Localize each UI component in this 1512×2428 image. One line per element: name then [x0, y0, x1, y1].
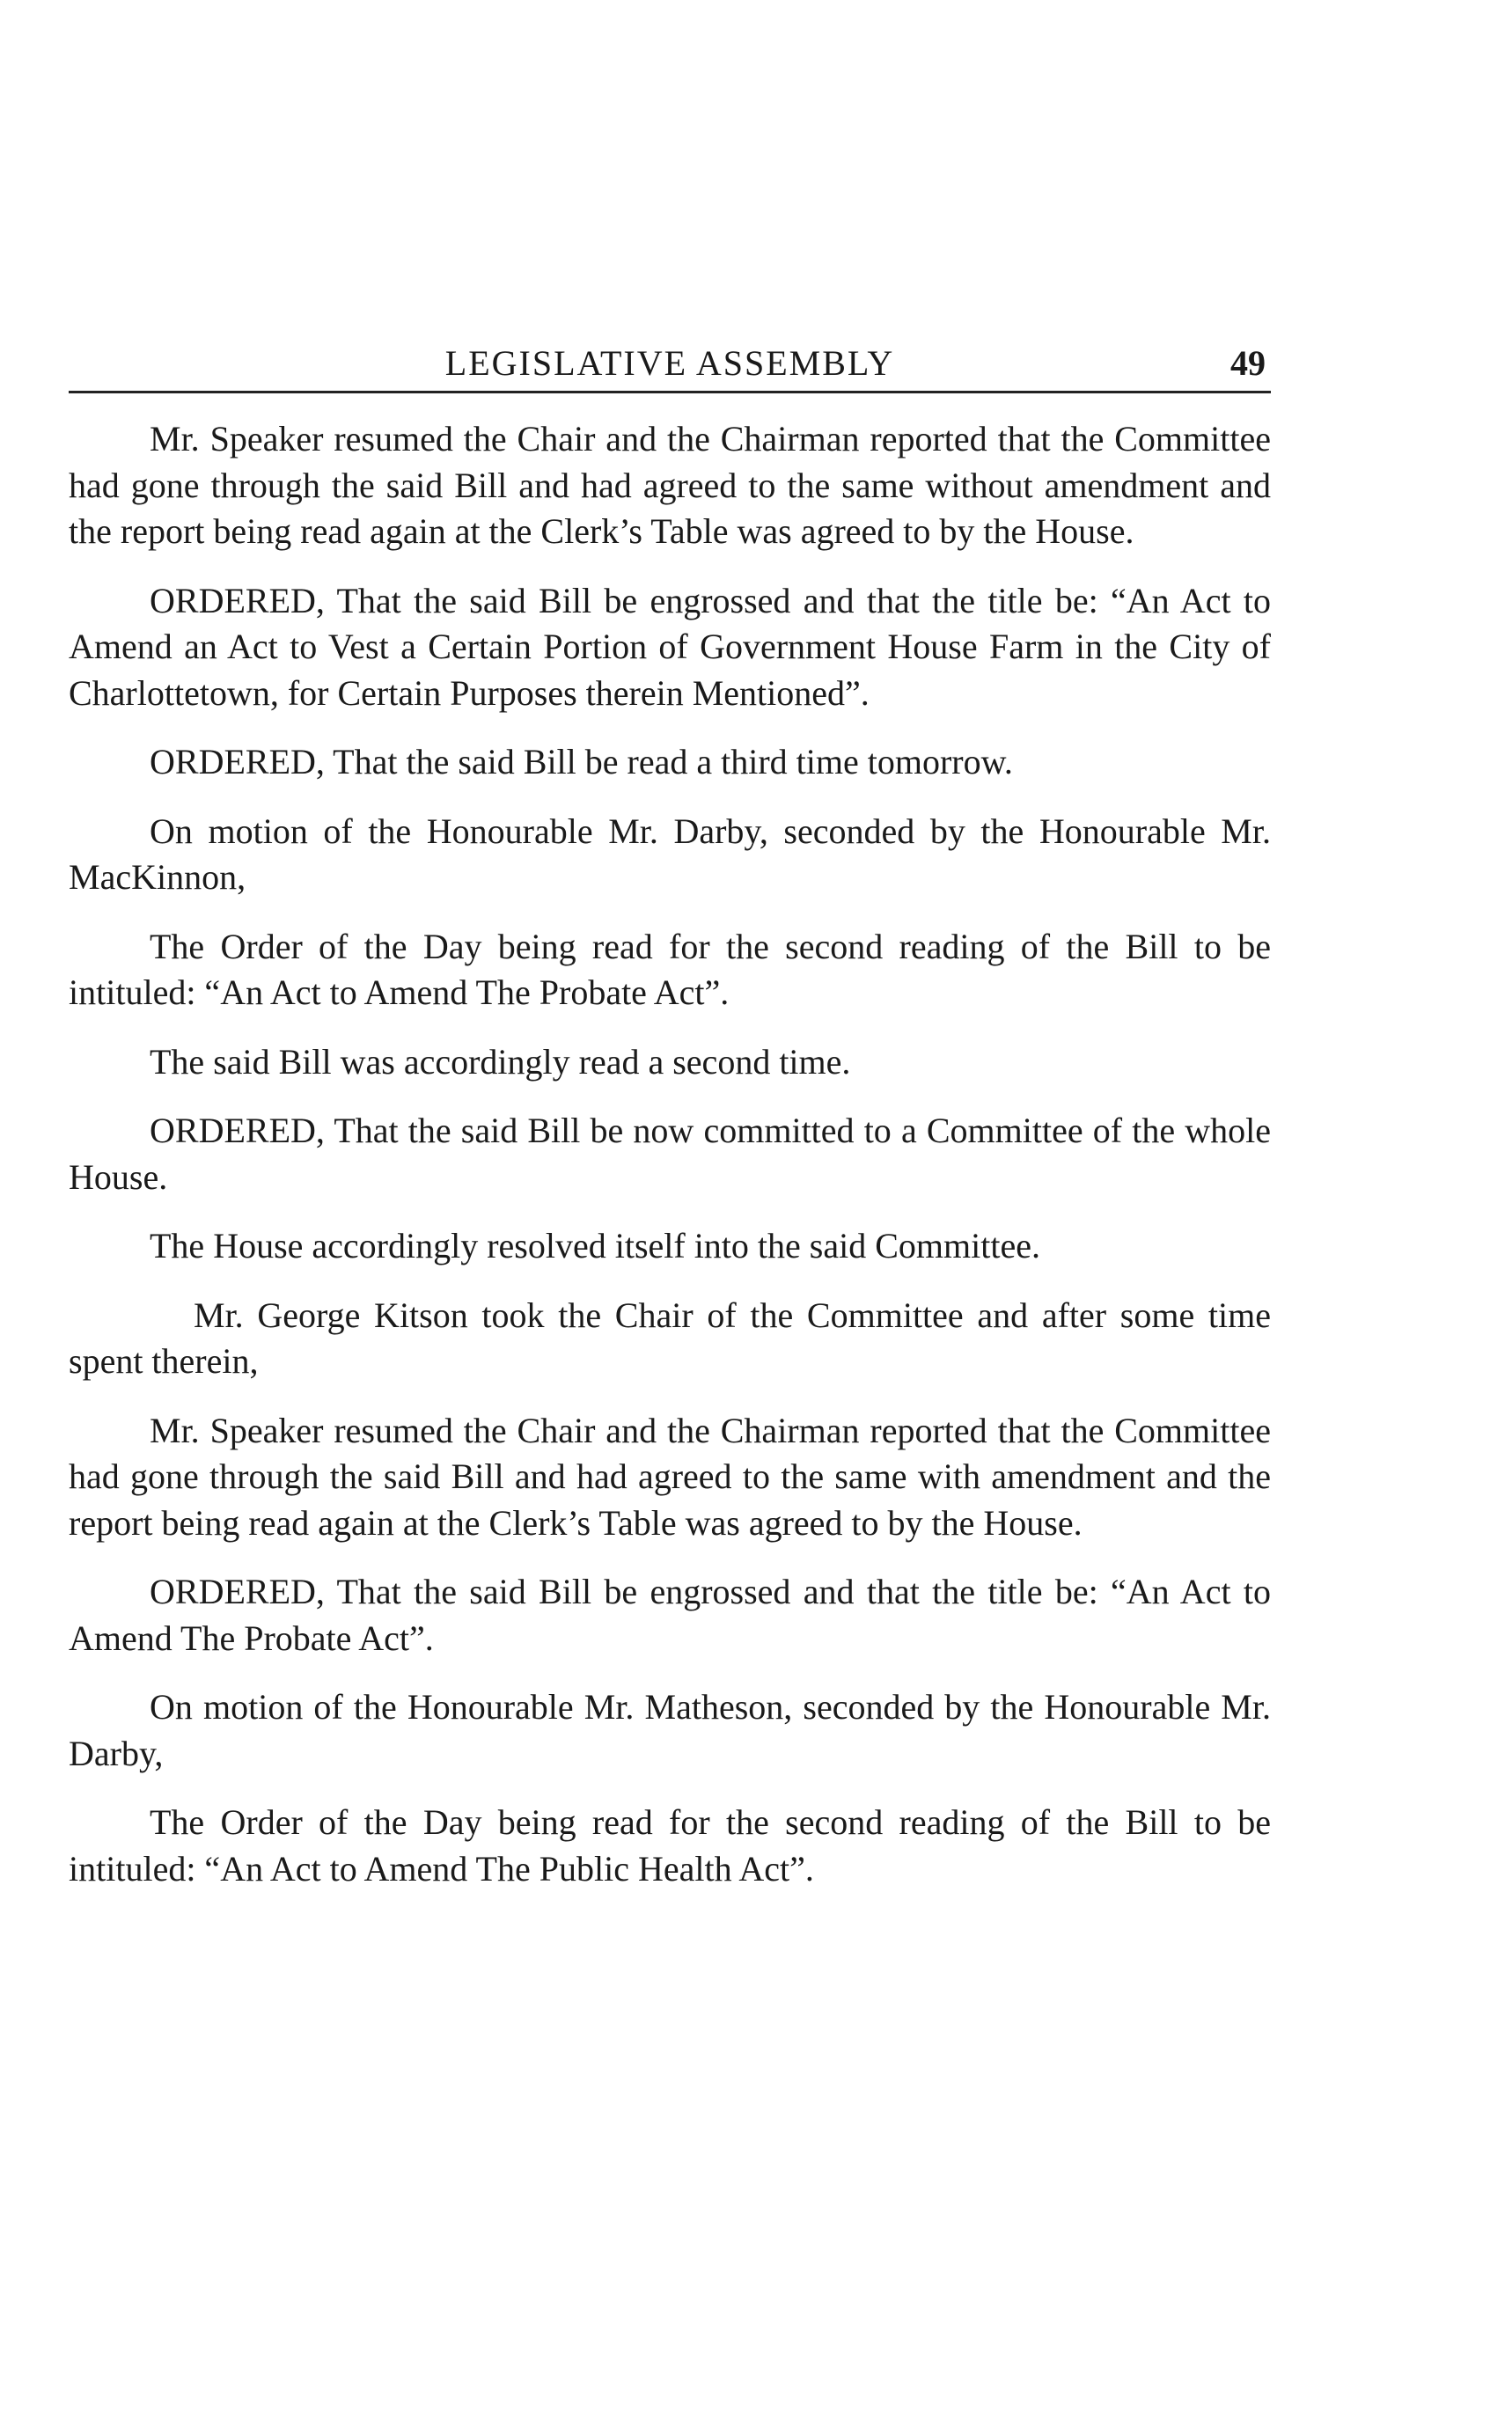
document-page: [69, 341, 1271, 1915]
paragraph-speaker-report-2: Mr. Speaker resumed the Chair and the Chairman reported that the Committee had gone through the said Bill and had agreed to the same with amendment and the report being read again at the Clerk’s Table was agreed to by the House.: [69, 1410, 1271, 1543]
paragraph-kitson-chair: Mr. George Kitson took the Chair of the Committee and after some time spent therein,: [69, 1295, 1271, 1381]
paragraph-motion-matheson: On motion of the Honourable Mr. Matheson, seconded by the Honourable Mr. Darby,: [69, 1687, 1271, 1773]
paragraph-ordered-title-2: ORDERED, That the said Bill be engrossed and that the title be: “An Act to Amend The Probate Act”.: [69, 1572, 1271, 1658]
paragraph-house-resolved: The House accordingly resolved itself into the said Committee.: [150, 1226, 1040, 1265]
paragraph-speaker-report-1: Mr. Speaker resumed the Chair and the Chairman reported that the Committee had gone through the said Bill and had agreed to the same without amendment and the report being read again at the Clerk’s Table was agreed to by the House.: [69, 419, 1271, 551]
paragraph-order-of-day-probate: The Order of the Day being read for the second reading of the Bill to be intituled: “An Act to Amend The Probate Act”.: [69, 926, 1271, 1012]
paragraph-second-reading: The said Bill was accordingly read a second time.: [150, 1041, 851, 1082]
running-title: LEGISLATIVE ASSEMBLY: [444, 343, 895, 383]
paragraph-motion-darby: On motion of the Honourable Mr. Darby, seconded by the Honourable Mr. MacKinnon,: [69, 811, 1271, 897]
paragraph-ordered-title-1: ORDERED, That the said Bill be engrossed and that the title be: “An Act to Amend an Act to Vest a Certain Portion of Government House Farm in the City of Charlottetown, for Certain Purposes therein Mentioned”.: [69, 580, 1271, 713]
paragraph-order-of-day-public-health: The Order of the Day being read for the second reading of the Bill to be intituled: “An Act to Amend The Public Health Act”.: [69, 1802, 1271, 1889]
paragraph-ordered-committed: ORDERED, That the said Bill be now committed to a Committee of the whole House.: [69, 1111, 1271, 1197]
paragraph-ordered-third-reading: ORDERED, That the said Bill be read a third time tomorrow.: [150, 742, 1013, 781]
page-number: 49: [1230, 343, 1266, 383]
page-header: [69, 341, 1271, 393]
